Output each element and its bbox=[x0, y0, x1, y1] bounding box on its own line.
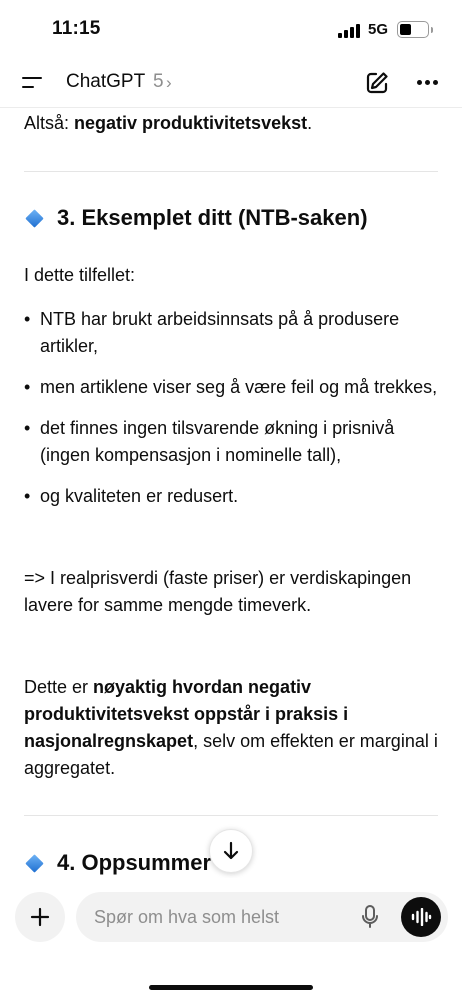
voice-wave-icon bbox=[410, 908, 432, 926]
more-icon[interactable] bbox=[416, 80, 440, 86]
battery-icon bbox=[397, 21, 429, 38]
divider bbox=[24, 171, 438, 172]
divider bbox=[24, 815, 438, 816]
intro-bold: negativ produktivitetsvekst bbox=[74, 113, 308, 133]
voice-mode-button[interactable] bbox=[401, 897, 441, 937]
closing-prefix: Dette er bbox=[24, 677, 94, 697]
scroll-to-bottom-button[interactable] bbox=[209, 829, 253, 873]
app-header bbox=[0, 58, 462, 108]
section-3-lead: I dette tilfellet: bbox=[24, 265, 136, 285]
message-input[interactable] bbox=[94, 892, 344, 942]
menu-icon[interactable] bbox=[22, 74, 44, 92]
intro-prefix: Altså: bbox=[24, 113, 75, 133]
network-type: 5G bbox=[368, 21, 389, 38]
edit-icon[interactable] bbox=[364, 70, 390, 96]
closing-bold: nøyaktig hvordan negativ produktivitetsvekst oppstår i praksis i nasjonalregnskapet bbox=[24, 677, 349, 751]
conclusion-paragraph: => I realprisverdi (faste priser) er verdiskapingen lavere for samme mengde timeverk. bbox=[24, 568, 412, 615]
mic-icon[interactable] bbox=[361, 905, 379, 929]
model-version[interactable]: 5 bbox=[153, 71, 164, 92]
app-title[interactable]: ChatGPT bbox=[66, 71, 146, 92]
closing-paragraph bbox=[24, 674, 438, 782]
battery-tip bbox=[431, 27, 433, 33]
blue-diamond-icon bbox=[25, 209, 43, 227]
list-item: • NTB har brukt arbeidsinnsats på å produsere artikler, bbox=[24, 306, 438, 360]
cellular-signal-icon bbox=[338, 24, 360, 38]
plus-icon bbox=[30, 907, 50, 927]
section-4-title: 4. Oppsummer bbox=[57, 850, 212, 875]
list-item: • og kvaliteten er redusert. bbox=[24, 483, 438, 510]
chevron-right-icon[interactable]: › bbox=[166, 73, 172, 92]
list-item: • det finnes ingen tilsvarende økning i prisnivå (ingen kompensasjon i nominelle tall), bbox=[24, 415, 438, 469]
section-4-heading bbox=[24, 850, 211, 876]
attach-button[interactable] bbox=[15, 892, 65, 942]
intro-suffix: . bbox=[307, 113, 313, 133]
section-3-title: 3. Eksemplet ditt (NTB-saken) bbox=[57, 205, 368, 230]
home-indicator bbox=[149, 985, 313, 990]
status-time: 11:15 bbox=[52, 18, 101, 39]
arrow-down-icon bbox=[222, 841, 240, 861]
composer bbox=[0, 878, 462, 1000]
status-bar bbox=[0, 0, 462, 58]
section-3-heading bbox=[24, 205, 368, 231]
blue-diamond-icon bbox=[25, 854, 43, 872]
bullet-list bbox=[24, 306, 438, 524]
message-input-container[interactable] bbox=[76, 892, 448, 942]
closing-suffix: , selv om effekten er marginal i aggregatet. bbox=[24, 731, 438, 778]
intro-paragraph bbox=[24, 110, 438, 137]
list-item: • men artiklene viser seg å være feil og må trekkes, bbox=[24, 374, 438, 401]
